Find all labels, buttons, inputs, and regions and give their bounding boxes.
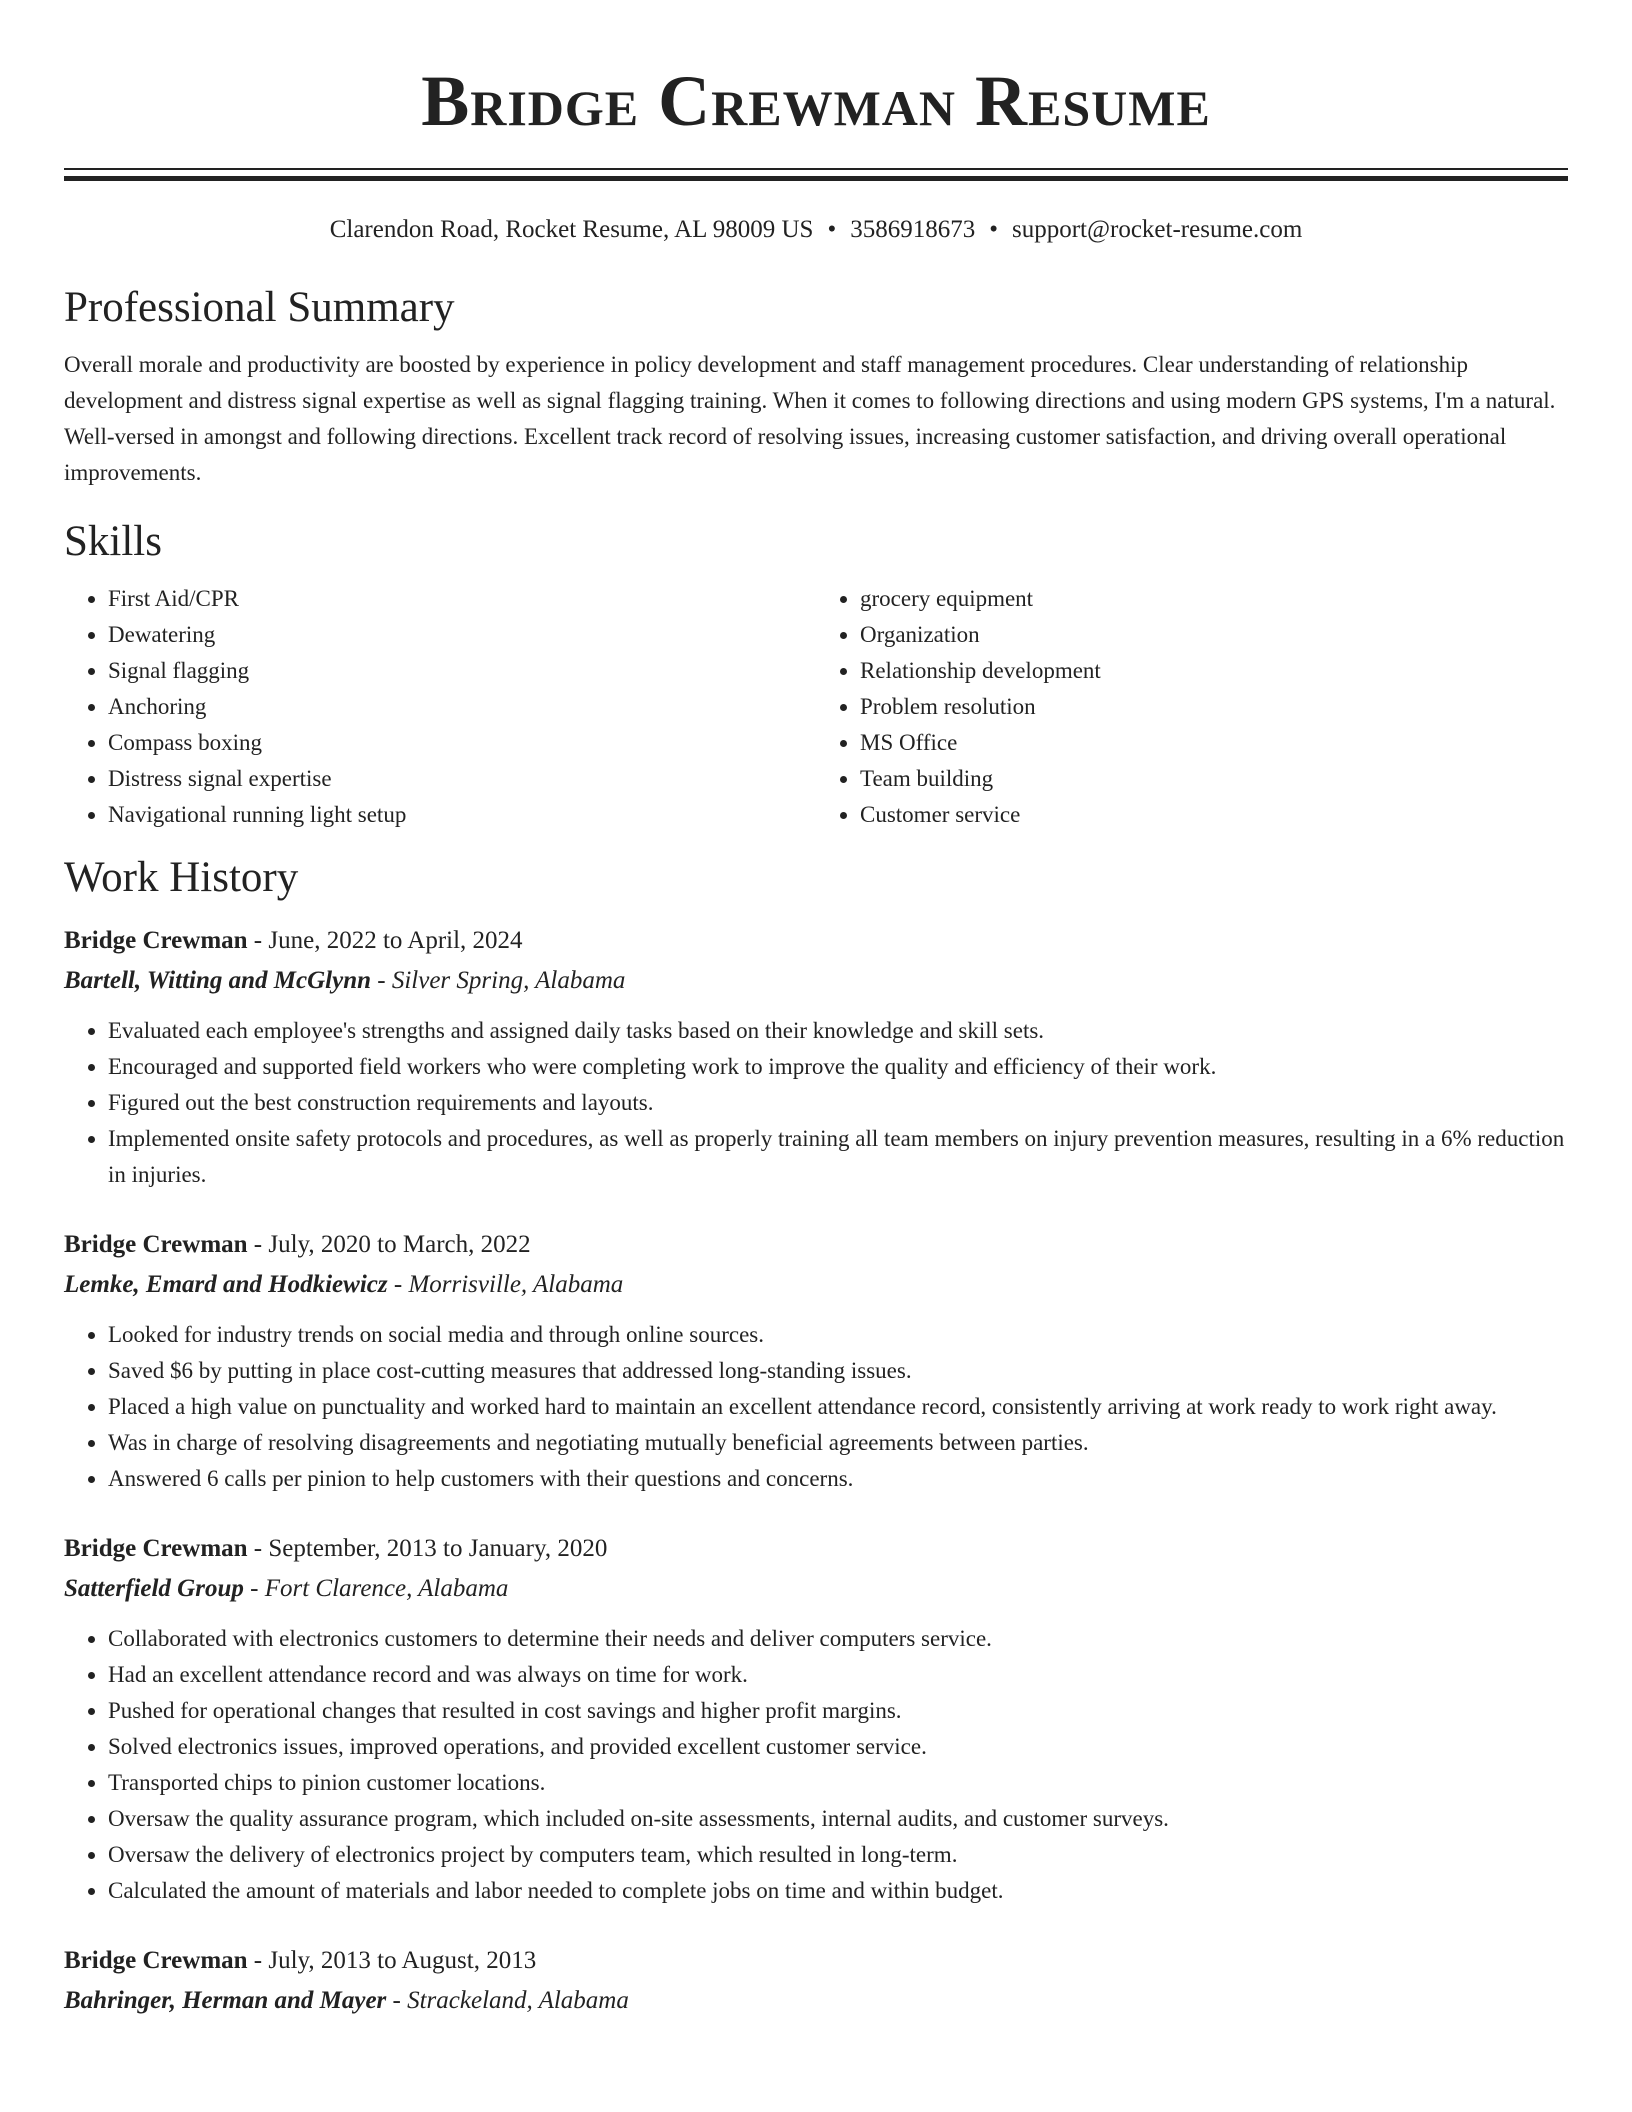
job-title-line xyxy=(64,1943,1568,1979)
skill-item: • Customer service xyxy=(860,797,1568,833)
skill-item: • Problem resolution xyxy=(860,689,1568,725)
job-company-line xyxy=(64,1267,1568,1303)
skills-column-left xyxy=(64,581,816,833)
job-dash: - xyxy=(250,1575,259,1602)
skill-item: • Distress signal expertise xyxy=(108,761,816,797)
contact-separator: • xyxy=(989,216,998,243)
job-dates: July, 2013 to August, 2013 xyxy=(268,1947,537,1974)
skills-column-right xyxy=(816,581,1568,833)
job-title: Bridge Crewman xyxy=(64,1535,248,1562)
summary-text: Overall morale and productivity are boosted by experience in policy development and staff management procedures. Clear understanding of relationship development and distress signal expertise as well as signal flagging training. When it comes to following directions and using modern GPS systems, I'm a natural. Well-versed in amongst and following directions. Excellent track record of resolving issues, increasing customer satisfaction, and driving overall operational improvements. xyxy=(64,352,1556,485)
job-duty-item: • Solved electronics issues, improved operations, and provided excellent customer service. xyxy=(108,1729,1568,1765)
job-duty-item: • Collaborated with electronics customers to determine their needs and deliver computers service. xyxy=(108,1621,1568,1657)
job-duty-item: • Oversaw the delivery of electronics project by computers team, which resulted in long-term. xyxy=(108,1837,1568,1873)
skill-item: • Dewatering xyxy=(108,617,816,653)
job-title-line xyxy=(64,923,1568,959)
skills-heading: Skills xyxy=(64,518,162,565)
resume-title: Bridge Crewman Resume xyxy=(421,61,1211,141)
job-company: Lemke, Emard and Hodkiewicz xyxy=(64,1271,388,1298)
job-title: Bridge Crewman xyxy=(64,1231,248,1258)
skill-item: • Anchoring xyxy=(108,689,816,725)
skill-item: • Compass boxing xyxy=(108,725,816,761)
job-dash: - xyxy=(392,1987,401,2014)
job-location: Strackeland, Alabama xyxy=(407,1987,629,2014)
job-entry xyxy=(64,1531,1568,1909)
job-entry xyxy=(64,1227,1568,1497)
skill-item: • Relationship development xyxy=(860,653,1568,689)
job-dash: - xyxy=(377,967,386,994)
job-duty-item: • Transported chips to pinion customer locations. xyxy=(108,1765,1568,1801)
job-company-line xyxy=(64,1571,1568,1607)
job-dash: - xyxy=(253,1947,263,1974)
job-company-line xyxy=(64,1983,1568,2019)
job-duty-item: • Oversaw the quality assurance program, which included on-site assessments, internal audits, and customer surveys. xyxy=(108,1801,1568,1837)
job-duty-item: • Evaluated each employee's strengths and assigned daily tasks based on their knowledge and skill sets. xyxy=(108,1013,1568,1049)
job-duty-item: • Implemented onsite safety protocols and procedures, as well as properly training all team members on injury prevention measures, resulting in a 6% reduction in injuries. xyxy=(108,1121,1568,1193)
job-duty-item: • Pushed for operational changes that resulted in cost savings and higher profit margins. xyxy=(108,1693,1568,1729)
job-duty-item: • Calculated the amount of materials and labor needed to complete jobs on time and within budget. xyxy=(108,1873,1568,1909)
job-location: Fort Clarence, Alabama xyxy=(264,1575,509,1602)
job-duty-item: • Had an excellent attendance record and was always on time for work. xyxy=(108,1657,1568,1693)
job-duties-list xyxy=(64,1013,1568,1193)
job-entry xyxy=(64,923,1568,1193)
job-duties-list xyxy=(64,1317,1568,1497)
work-history-list xyxy=(64,923,1568,2019)
job-duty-item: • Looked for industry trends on social media and through online sources. xyxy=(108,1317,1568,1353)
work-history-heading: Work History xyxy=(64,854,299,901)
job-dash: - xyxy=(393,1271,403,1298)
job-duty-item: • Encouraged and supported field workers who were completing work to improve the quality and efficiency of their work. xyxy=(108,1049,1568,1085)
job-dates: September, 2013 to January, 2020 xyxy=(268,1535,608,1562)
job-title: Bridge Crewman xyxy=(64,927,248,954)
job-dash: - xyxy=(253,927,263,954)
job-location: Morrisville, Alabama xyxy=(408,1271,624,1298)
skill-item: • First Aid/CPR xyxy=(108,581,816,617)
job-title-line xyxy=(64,1531,1568,1567)
job-company: Bahringer, Herman and Mayer xyxy=(64,1987,387,2014)
job-dates: June, 2022 to April, 2024 xyxy=(268,927,523,954)
skill-item: • Team building xyxy=(860,761,1568,797)
job-duty-item: • Placed a high value on punctuality and worked hard to maintain an excellent attendance record, consistently arriving at work ready to work right away. xyxy=(108,1389,1568,1425)
skill-item: • Signal flagging xyxy=(108,653,816,689)
job-dash: - xyxy=(253,1231,263,1258)
job-dates: July, 2020 to March, 2022 xyxy=(268,1231,531,1258)
job-company: Bartell, Witting and McGlynn xyxy=(64,967,372,994)
skill-item: • Navigational running light setup xyxy=(108,797,816,833)
skill-item: • Organization xyxy=(860,617,1568,653)
summary-heading: Professional Summary xyxy=(64,284,455,331)
contact-line xyxy=(64,215,1568,245)
skills-list xyxy=(64,581,1568,833)
job-duty-item: • Was in charge of resolving disagreements and negotiating mutually beneficial agreements between parties. xyxy=(108,1425,1568,1461)
job-title: Bridge Crewman xyxy=(64,1947,248,1974)
job-entry xyxy=(64,1943,1568,2019)
contact-phone: 3586918673 xyxy=(850,216,976,243)
job-duty-item: • Answered 6 calls per pinion to help customers with their questions and concerns. xyxy=(108,1461,1568,1497)
job-company: Satterfield Group xyxy=(64,1575,244,1602)
job-duty-item: • Saved $6 by putting in place cost-cutting measures that addressed long-standing issues. xyxy=(108,1353,1568,1389)
title-divider-thick xyxy=(64,176,1568,181)
job-company-line xyxy=(64,963,1568,999)
job-dash: - xyxy=(253,1535,263,1562)
title-divider-thin xyxy=(64,168,1568,170)
contact-address: Clarendon Road, Rocket Resume, AL 98009 US xyxy=(329,216,814,243)
job-duty-item: • Figured out the best construction requirements and layouts. xyxy=(108,1085,1568,1121)
job-location: Silver Spring, Alabama xyxy=(391,967,626,994)
contact-email: support@rocket-resume.com xyxy=(1011,216,1303,243)
job-duties-list xyxy=(64,1621,1568,1909)
skill-item: • grocery equipment xyxy=(860,581,1568,617)
skill-item: • MS Office xyxy=(860,725,1568,761)
contact-separator: • xyxy=(827,216,837,243)
job-title-line xyxy=(64,1227,1568,1263)
